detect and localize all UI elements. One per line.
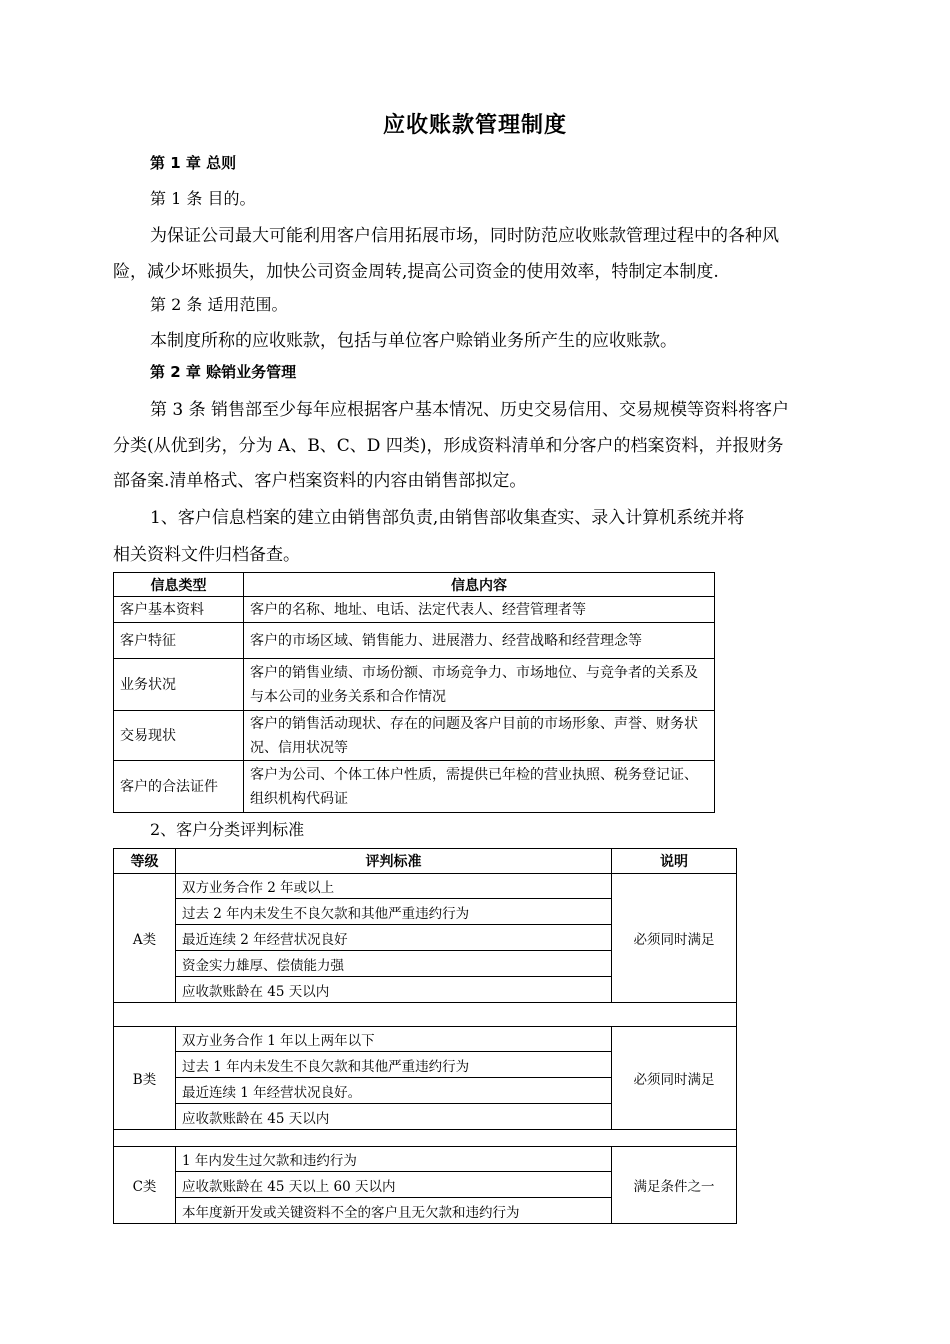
grade-b-cell: B类 [114,1027,176,1130]
criteria-cell: 1 年内发生过欠款和违约行为 [176,1147,612,1172]
customer-grade-table [113,848,737,1224]
info-type-cell: 客户基本资料 [114,597,244,623]
article-3-text-line-3: 部备案.清单格式、客户档案资料的内容由销售部拟定。 [113,471,527,491]
article-1-title: 第 1 条 目的。 [150,189,256,208]
group-spacer-row [114,1003,737,1027]
article-2-text: 本制度所称的应收账款，包括与单位客户赊销业务所产生的应收账款。 [150,331,677,351]
table-row [114,711,715,761]
table-row [114,623,715,659]
criteria-cell: 最近连续 2 年经营状况良好 [176,925,612,951]
criteria-cell: 本年度新开发或关键资料不全的客户且无欠款和违约行为 [176,1198,612,1224]
info-type-cell: 交易现状 [114,711,244,761]
info-header-content: 信息内容 [244,573,715,597]
info-content-cell: 客户为公司、个体工体户性质，需提供已年检的营业执照、税务登记证、组织机构代码证 [244,761,715,813]
article-1-text-line-2: 险，减少坏账损失，加快公司资金周转,提高公司资金的使用效率，特制定本制度. [113,262,719,282]
grade-b-note: 必须同时满足 [612,1027,737,1130]
grade-c-cell: C类 [114,1147,176,1224]
criteria-cell: 过去 1 年内未发生不良欠款和其他严重违约行为 [176,1052,612,1078]
article-1-text-line-1: 为保证公司最大可能利用客户信用拓展市场，同时防范应收账款管理过程中的各种风 [150,226,779,246]
article-2-title: 第 2 条 适用范围。 [150,295,288,314]
criteria-cell: 双方业务合作 2 年或以上 [176,874,612,899]
criteria-cell: 应收款账龄在 45 天以内 [176,1104,612,1130]
table-row [114,659,715,711]
table-row [114,597,715,623]
group-spacer-row [114,1130,737,1147]
grade-header-criteria: 评判标准 [176,849,612,874]
article-3-text-line-2: 分类(从优到劣，分为 A、B、C、D 四类)，形成资料清单和分客户的档案资料，并报财务 [113,436,784,456]
page-title: 应收账款管理制度 [382,113,567,138]
info-type-cell: 业务状况 [114,659,244,711]
info-type-cell: 客户特征 [114,623,244,659]
criteria-cell: 应收款账龄在 45 天以内 [176,977,612,1003]
info-content-cell: 客户的销售业绩、市场份额、市场竞争力、市场地位、与竞争者的关系及与本公司的业务关系和合作情况 [244,659,715,711]
criteria-cell: 资金实力雄厚、偿债能力强 [176,951,612,977]
grade-header-level: 等级 [114,849,176,874]
grade-a-note: 必须同时满足 [612,874,737,1003]
table-row [114,874,737,899]
info-type-cell: 客户的合法证件 [114,761,244,813]
grade-header-note: 说明 [612,849,737,874]
criteria-cell: 过去 2 年内未发生不良欠款和其他严重违约行为 [176,899,612,925]
info-header-type: 信息类型 [114,573,244,597]
grade-c-note: 满足条件之一 [612,1147,737,1224]
criteria-cell: 最近连续 1 年经营状况良好。 [176,1078,612,1104]
info-content-cell: 客户的名称、地址、电话、法定代表人、经营管理者等 [244,597,715,623]
table-row [114,761,715,813]
grade-a-cell: A类 [114,874,176,1003]
table-row [114,1027,737,1052]
article-3-text-line-1: 第 3 条 销售部至少每年应根据客户基本情况、历史交易信用、交易规模等资料将客户 [150,400,790,420]
table-row [114,1147,737,1172]
criteria-cell: 应收款账龄在 45 天以上 60 天以内 [176,1172,612,1198]
item-1-text-line-2: 相关资料文件归档备查。 [113,545,300,565]
info-content-cell: 客户的销售活动现状、存在的问题及客户目前的市场形象、声誉、财务状况、信用状况等 [244,711,715,761]
customer-info-table [113,572,715,813]
chapter-1-heading: 第 1 章 总则 [150,154,237,172]
criteria-cell: 双方业务合作 1 年以上两年以下 [176,1027,612,1052]
item-2-text: 2、客户分类评判标准 [150,820,305,839]
chapter-2-heading: 第 2 章 赊销业务管理 [150,363,297,381]
info-content-cell: 客户的市场区域、销售能力、进展潜力、经营战略和经营理念等 [244,623,715,659]
item-1-text-line-1: 1、客户信息档案的建立由销售部负责,由销售部收集查实、录入计算机系统并将 [150,508,745,528]
